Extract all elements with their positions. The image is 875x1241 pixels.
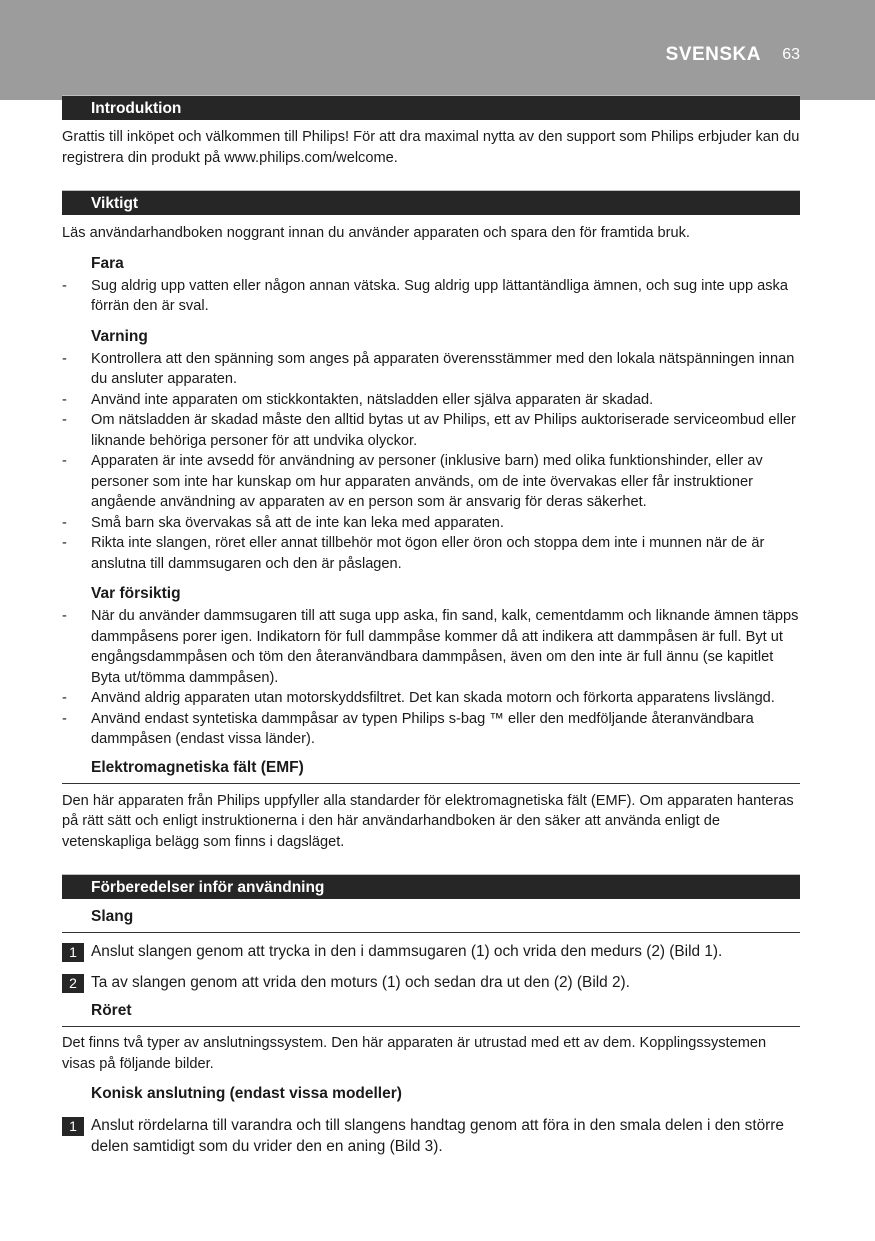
caution-heading: Var försiktig xyxy=(91,585,181,602)
page-header-bar xyxy=(0,0,875,100)
conical-heading: Konisk anslutning (endast vissa modeller) xyxy=(91,1085,402,1102)
step-number: 1 xyxy=(62,943,84,962)
list-item: - Använd endast syntetiska dammpåsar av typen Philips s-bag ™ eller den medföljande återanvändbara dammpåsen (endast vissa länder). xyxy=(62,710,754,747)
list-item: - Använd aldrig apparaten utan motorskyddsfiltret. Det kan skada motorn och förkorta apparatens livslängd. xyxy=(62,690,775,706)
conical-step-1 xyxy=(62,1116,800,1157)
emf-paragraph: Den här apparaten från Philips uppfyller alla standarder för elektromagnetiska fält (EMF). Om apparaten hanteras på rätt sätt och enligt instruktionerna i den här användarhandboken är den säker att använda enligt de vetenskapliga belägg som finns i dagsläget. xyxy=(62,792,794,850)
tube-paragraph: Det finns två typer av anslutningssystem. Den här apparaten är utrustad med ett av dem. Kopplingssystemen visas på följande bilder. xyxy=(62,1035,767,1072)
section-heading-important: Viktigt xyxy=(62,190,800,215)
intro-paragraph: Grattis till inköpet och välkommen till Philips! För att dra maximal nytta av den support som Philips erbjuder kan du registrera din produkt på www.philips.com/welcome. xyxy=(62,129,800,166)
list-item: - Sug aldrig upp vatten eller någon annan vätska. Sug aldrig upp lättantändliga ämnen, och sug inte upp aska förrän den är sval. xyxy=(62,277,788,314)
step-text: Ta av slangen genom att vrida den moturs (1) och sedan dra ut den (2) (Bild 2). xyxy=(91,973,630,991)
warning-heading: Varning xyxy=(91,327,148,345)
hose-step-2 xyxy=(62,973,800,994)
section-heading-preparation: Förberedelser inför användning xyxy=(62,874,800,899)
section-heading-intro: Introduktion xyxy=(62,95,800,120)
list-item: - Om nätsladden är skadad måste den alltid bytas ut av Philips, ett av Philips auktoriserade serviceombud eller liknande behöriga personer för att undvika olyckor. xyxy=(62,412,796,449)
list-item: - Små barn ska övervakas så att de inte kan leka med apparaten. xyxy=(62,514,504,531)
warning-list xyxy=(62,349,800,575)
danger-list xyxy=(62,276,800,317)
step-text: Anslut slangen genom att trycka in den i dammsugaren (1) och vrida den medurs (2) (Bild 1). xyxy=(91,943,723,960)
step-text: Anslut rördelarna till varandra och till slangens handtag genom att föra in den smala delen i den större delen samtidigt som du vrider den en aning (Bild 3). xyxy=(91,1117,784,1155)
hose-step-1 xyxy=(62,942,800,963)
list-item: - När du använder dammsugaren till att suga upp aska, fin sand, kalk, cementdamm och liknande ämnen täpps dammpåsens porer igen. Indikatorn för full dammpåse kommer då att indikera att dammpåsen är full. Byt ut engångsdammpåsen och töm den återanvändbara dammpåsen, även om den inte är full ännu (se kapitlet Byta ut/tömma dammpåsen). xyxy=(62,608,799,686)
page-content xyxy=(62,95,800,1157)
list-item: - Rikta inte slangen, röret eller annat tillbehör mot ögon eller öron och stoppa dem inte i munnen när de är anslutna till dammsugaren och den är påslagen. xyxy=(62,535,765,572)
caution-list xyxy=(62,606,800,750)
emf-heading: Elektromagnetiska fält (EMF) xyxy=(62,758,800,784)
language-label: SVENSKA xyxy=(665,44,761,65)
step-number: 1 xyxy=(62,1117,84,1136)
page-number: 63 xyxy=(782,46,800,63)
important-paragraph: Läs användarhandboken noggrant innan du använder apparaten och spara den för framtida bruk. xyxy=(62,225,690,241)
list-item: - Kontrollera att den spänning som anges på apparaten överensstämmer med den lokala nätspänningen innan du ansluter apparaten. xyxy=(62,350,795,387)
step-number: 2 xyxy=(62,974,84,993)
danger-heading: Fara xyxy=(91,254,124,272)
hose-heading: Slang xyxy=(62,907,800,933)
list-item: - Apparaten är inte avsedd för användning av personer (inklusive barn) med olika funktionshinder, eller av personer som inte har kunskap om hur apparaten används, om de inte övervakas eller får instruktioner angående användning av apparaten av en person som är ansvarig för deras säkerhet. xyxy=(62,453,763,510)
list-item: - Använd inte apparaten om stickkontakten, nätsladden eller själva apparaten är skadad. xyxy=(62,391,654,408)
tube-heading: Röret xyxy=(62,1001,800,1027)
